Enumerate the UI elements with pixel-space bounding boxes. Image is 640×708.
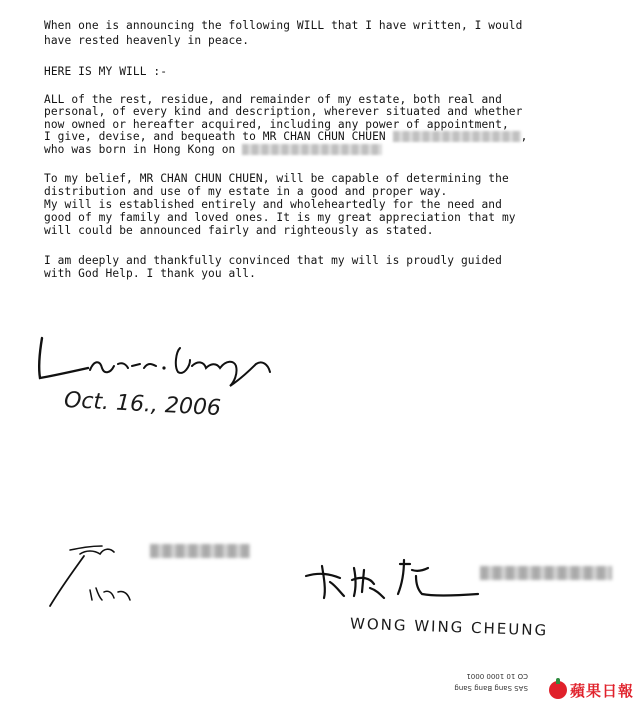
redacted-witness-left-blur	[150, 544, 250, 558]
will-text-line	[44, 131, 527, 143]
will-text-line: When one is announcing the following WILL that I have written, I would	[44, 19, 523, 32]
will-text-line: ALL of the rest, residue, and remainder of my estate, both real and	[44, 93, 502, 106]
will-heading: HERE IS MY WILL :-	[44, 65, 168, 78]
logo-text: 蘋果日報	[569, 681, 634, 700]
witness-signature	[300, 558, 490, 602]
will-text-line: I am deeply and thankfully convinced that my will is proudly guided	[44, 254, 502, 267]
will-text-line: with God Help. I thank you all.	[44, 267, 256, 280]
redacted-birthdate-blur	[242, 144, 382, 155]
will-text-line: will could be announced fairly and righteously as stated.	[44, 224, 434, 237]
testator-signature	[30, 320, 280, 390]
footer-stamp-line: SAS Sang Bang Sang	[454, 684, 528, 692]
signature-date: Oct. 16., 2006	[63, 387, 222, 422]
will-text-line: have rested heavenly in peace.	[44, 34, 250, 47]
will-text-line: My will is established entirely and wholeheartedly for the need and	[44, 198, 502, 211]
redacted-witness-blur	[480, 566, 612, 580]
will-text-line: To my belief, MR CHAN CHUN CHUEN, will be capable of determining the	[44, 172, 509, 185]
will-text-line: now owned or hereafter acquired, including any power of appointment,	[44, 118, 509, 131]
comma-text: ,	[520, 130, 528, 143]
birth-text: who was born in Hong Kong on	[44, 143, 236, 156]
will-text-line: personal, of every kind and description, wherever situated and whether	[44, 105, 523, 118]
redacted-id-blur	[393, 131, 521, 142]
will-text-line: distribution and use of my estate in a good and proper way.	[44, 185, 448, 198]
witness-left-signature	[40, 540, 150, 610]
bequest-text: I give, devise, and bequeath to MR CHAN CHUN CHUEN	[44, 130, 386, 143]
newspaper-logo	[549, 680, 634, 700]
apple-icon	[549, 681, 567, 699]
witness-name: WONG WING CHEUNG	[349, 614, 549, 640]
footer-stamp-line: CO 10 1000 0001	[466, 672, 528, 680]
will-text-line	[44, 144, 382, 156]
will-text-line: good of my family and loved ones. It is my great appreciation that my	[44, 211, 516, 224]
